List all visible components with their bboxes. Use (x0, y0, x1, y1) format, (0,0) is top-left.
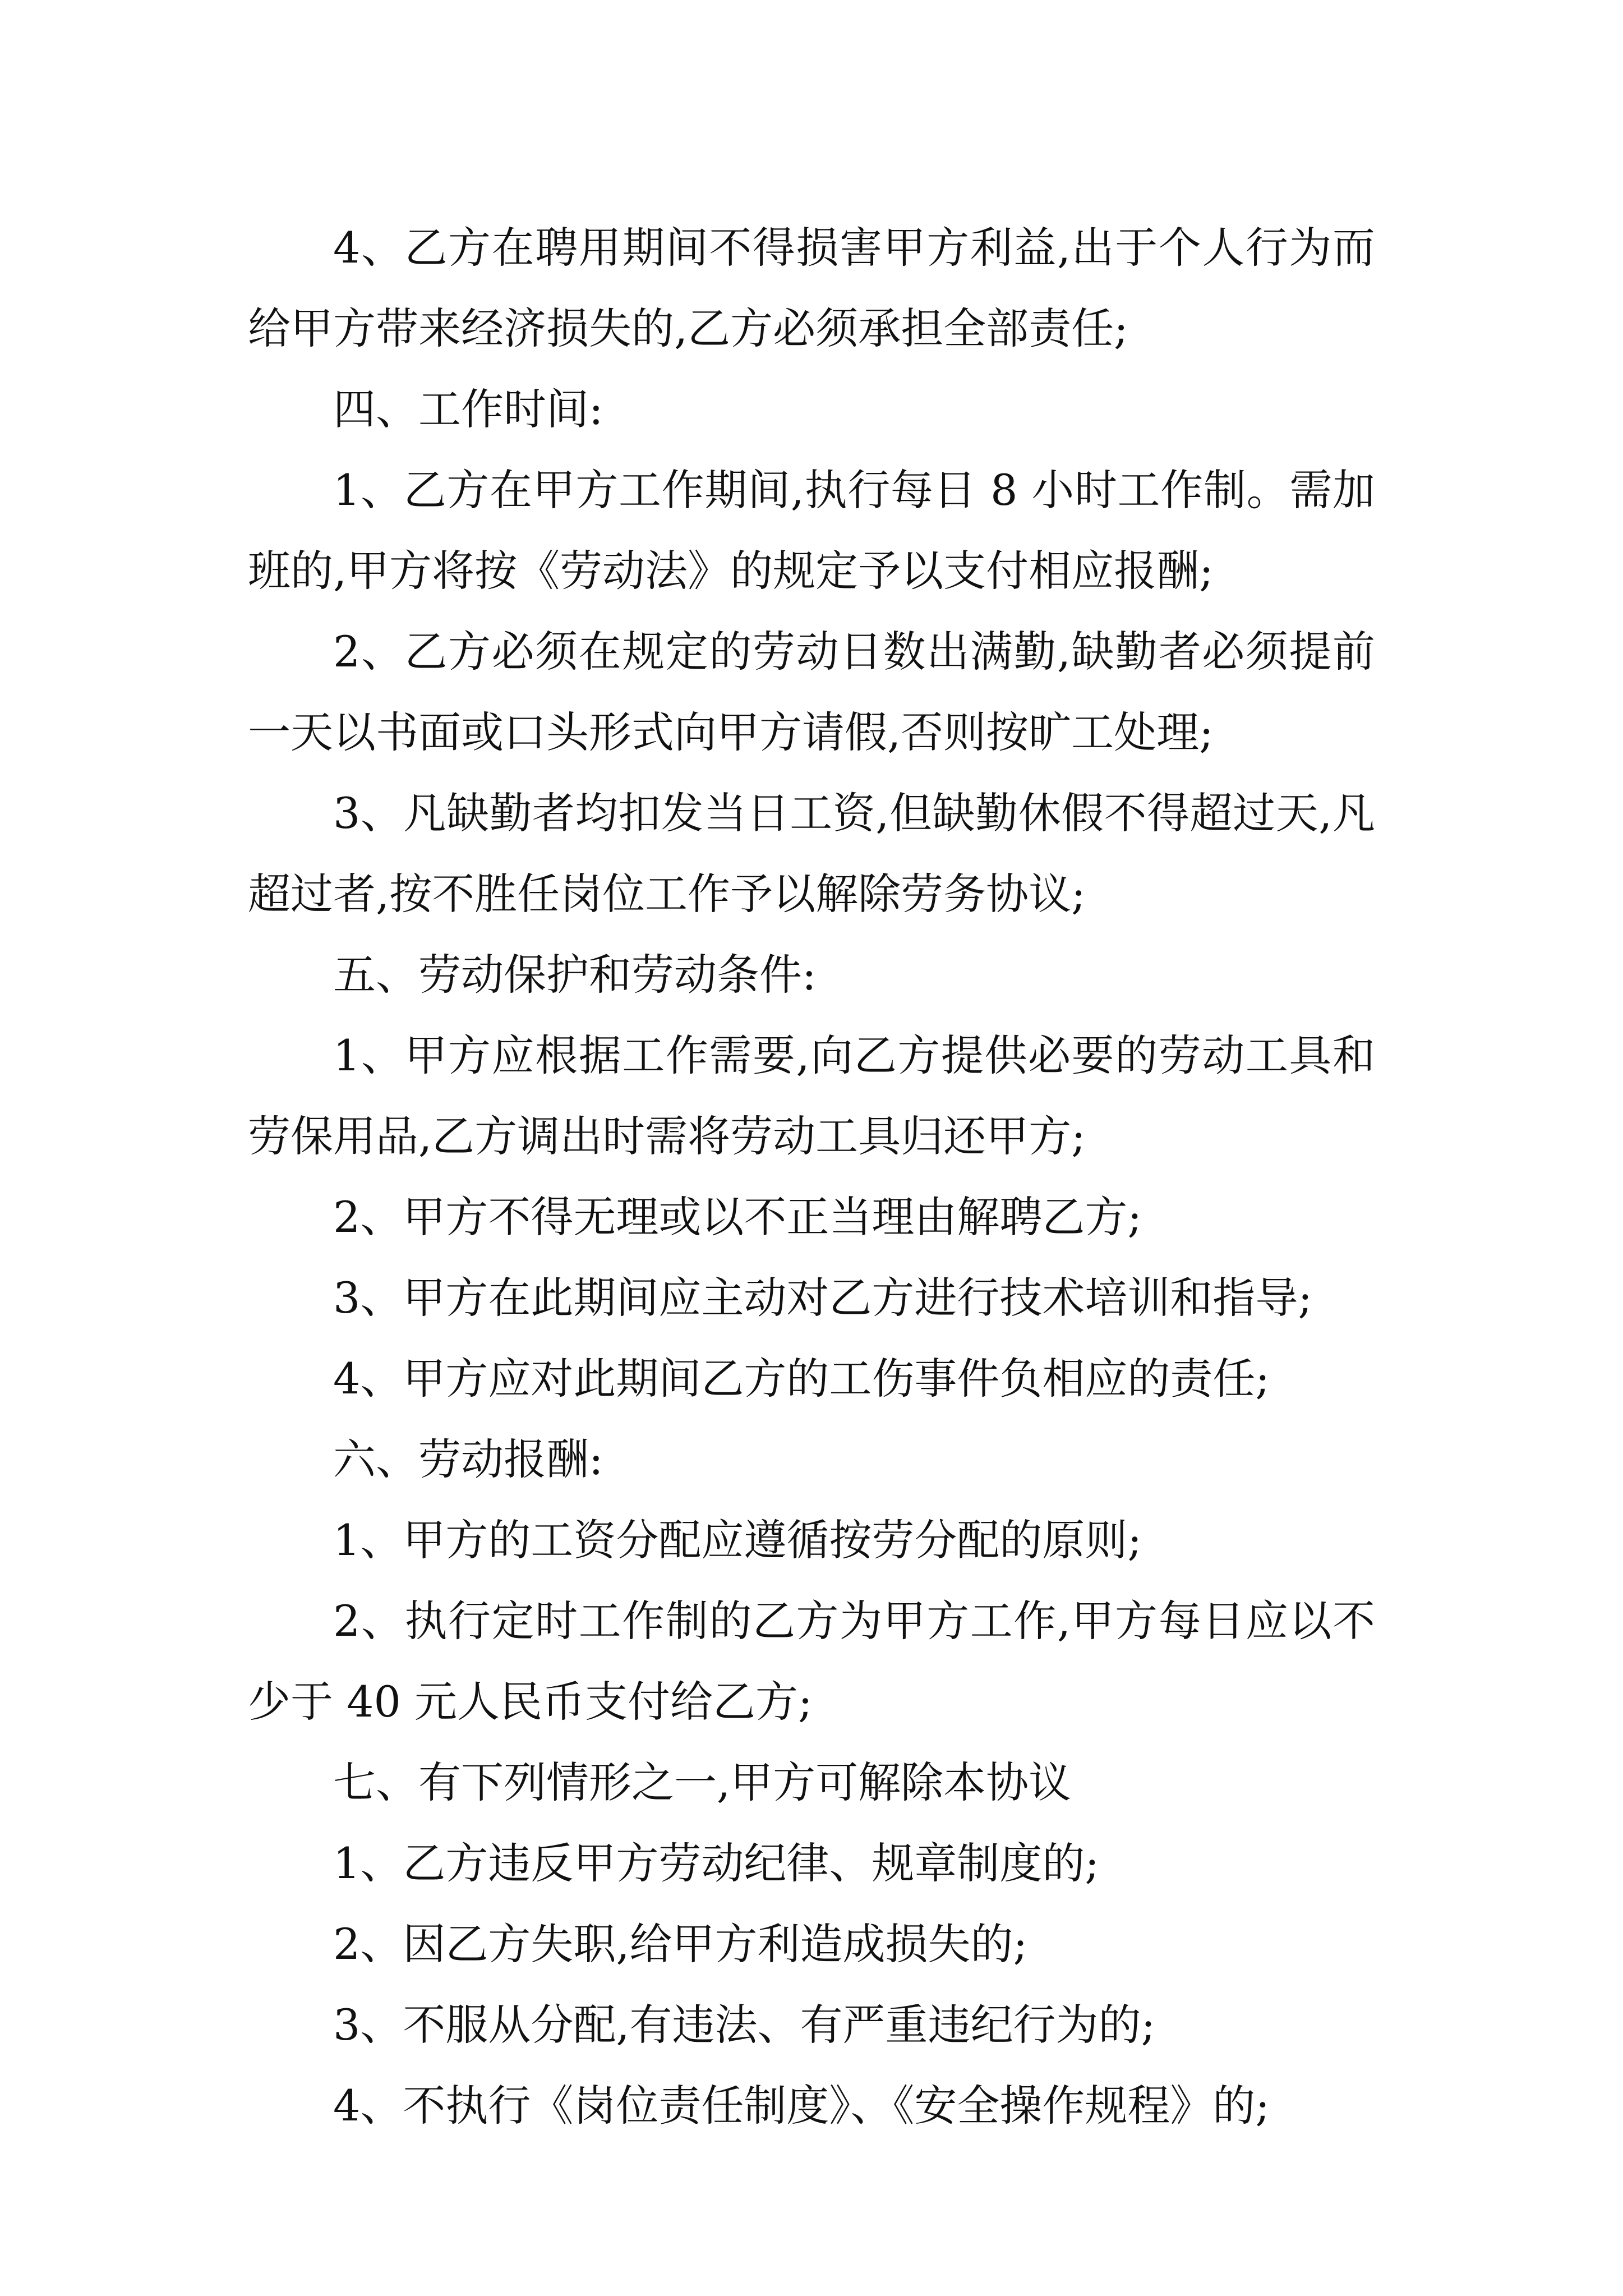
paragraph-clause-4-1: 1、乙方在甲方工作期间,执行每日 8 小时工作制。需加班的,甲方将按《劳动法》的规定予以支付相应报酬; (248, 465, 1375, 596)
section-heading-work-hours: 四、工作时间: (333, 384, 603, 434)
section-heading-remuneration: 六、劳动报酬: (333, 1434, 603, 1484)
paragraph-clause-4-2: 2、乙方必须在规定的劳动日数出满勤,缺勤者必须提前一天以书面或口头形式向甲方请假,否则按旷工处理; (248, 627, 1375, 757)
paragraph-clause-7-2: 2、因乙方失职,给甲方利造成损失的; (333, 1919, 1028, 1969)
paragraph-clause-7-1: 1、乙方违反甲方劳动纪律、规章制度的; (333, 1838, 1099, 1888)
paragraph-clause-5-1: 1、甲方应根据工作需要,向乙方提供必要的劳动工具和劳保用品,乙方调出时需将劳动工具归还甲方; (248, 1030, 1375, 1161)
paragraph-clause-6-2: 2、执行定时工作制的乙方为甲方工作,甲方每日应以不少于 40 元人民币支付给乙方; (248, 1596, 1375, 1727)
paragraph-clause-6-1: 1、甲方的工资分配应遵循按劳分配的原则; (333, 1515, 1142, 1565)
document-body (248, 208, 1375, 2146)
paragraph-clause-5-2: 2、甲方不得无理或以不正当理由解聘乙方; (333, 1192, 1142, 1242)
paragraph-clause-4-3: 3、凡缺勤者均扣发当日工资,但缺勤休假不得超过天,凡超过者,按不胜任岗位工作予以解除劳务协议; (248, 788, 1375, 919)
paragraph-clause-5-4: 4、甲方应对此期间乙方的工伤事件负相应的责任; (333, 1354, 1270, 1404)
section-heading-labor-protection: 五、劳动保护和劳动条件: (333, 950, 817, 1000)
paragraph-clause-7-3: 3、不服从分配,有违法、有严重违纪行为的; (333, 2000, 1156, 2050)
section-heading-termination: 七、有下列情形之一,甲方可解除本协议 (333, 1757, 1072, 1807)
paragraph-clause-5-3: 3、甲方在此期间应主动对乙方进行技术培训和指导; (333, 1273, 1312, 1323)
paragraph-clause-3-4: 4、乙方在聘用期间不得损害甲方利益,出于个人行为而给甲方带来经济损失的,乙方必须承担全部责任; (248, 223, 1375, 353)
paragraph-clause-7-4: 4、不执行《岗位责任制度》、《安全操作规程》的; (333, 2081, 1270, 2131)
